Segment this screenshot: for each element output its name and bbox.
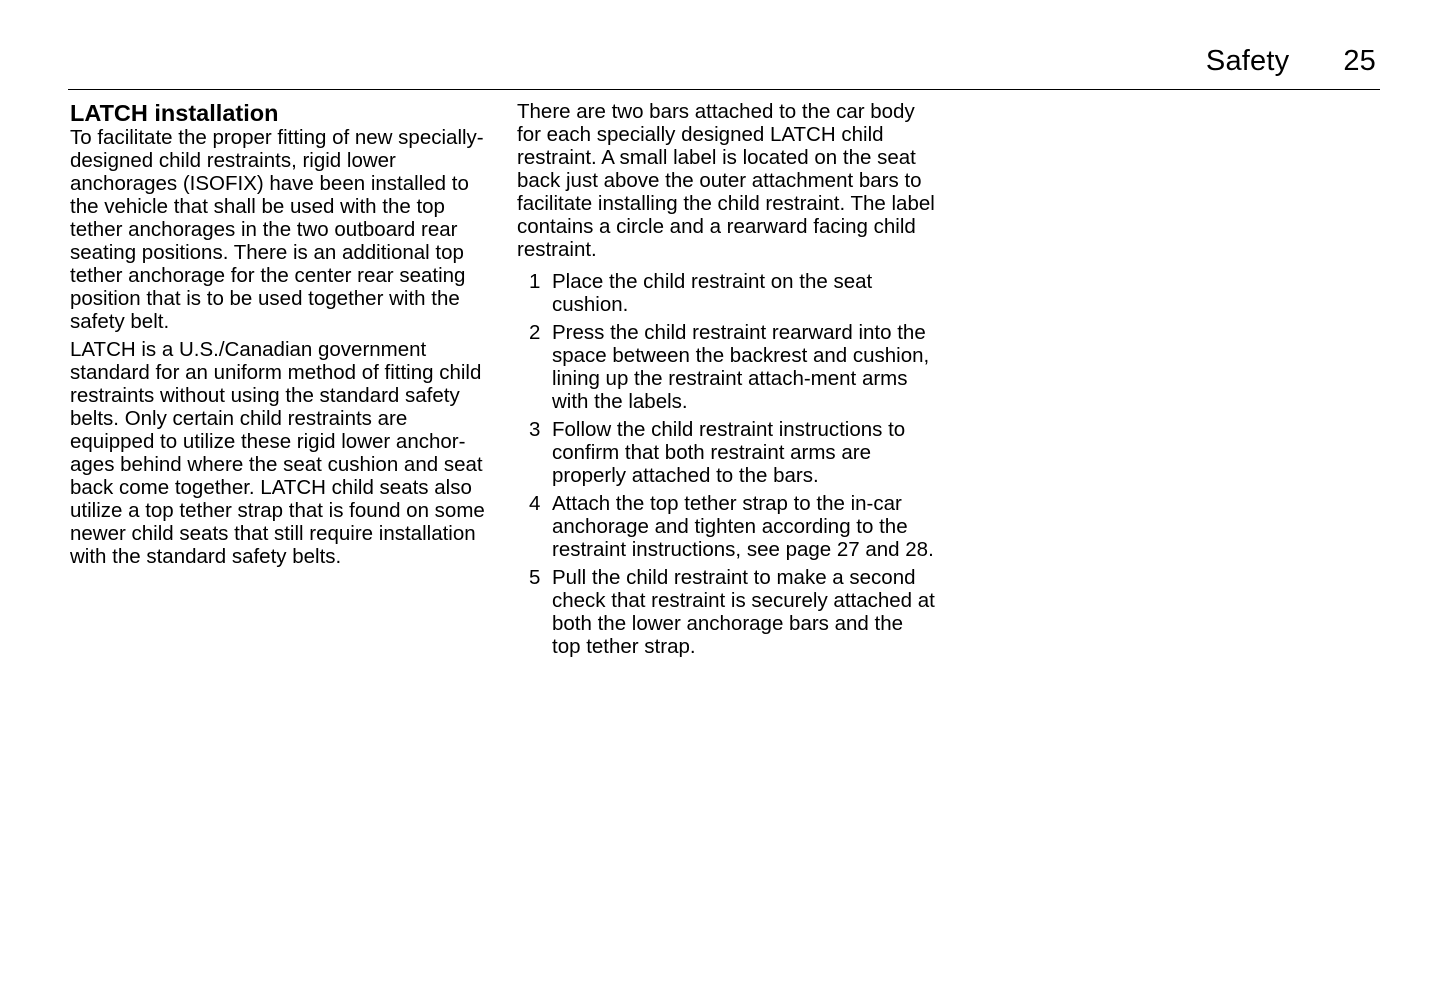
step-number: 3: [529, 418, 541, 441]
step-text: Follow the child restraint instructions to confirm that both restraint arms are properly attached to the bars.: [552, 418, 906, 487]
step-text: Place the child restraint on the seat cushion.: [552, 270, 873, 316]
list-item: [517, 566, 937, 658]
header-divider: [68, 89, 1380, 90]
page-header: [1206, 43, 1376, 79]
list-item: [517, 270, 937, 316]
step-text: Pull the child restraint to make a second check that restraint is securely attached at both the lower anchorage bars and the top tether strap.: [552, 566, 935, 658]
list-item: [517, 321, 937, 413]
installation-steps: [517, 270, 937, 658]
page-number: 25: [1343, 45, 1376, 77]
section-heading: LATCH installation: [70, 100, 279, 126]
step-number: 2: [529, 321, 541, 344]
paragraph: LATCH is a U.S./Canadian government standard for an uniform method of fitting child restraints without using the standard safety belts. Only certain child restraints are equipped to utilize these rigid lower anchor-ages behind where the seat cushion and seat back come together. LATCH child seats also utilize a top tether strap that is found on some newer child seats that still require installation with the standard safety belts.: [70, 338, 485, 568]
step-number: 4: [529, 492, 541, 515]
step-text: Attach the top tether strap to the in-car anchorage and tighten according to the restraint instructions, see page 27 and 28.: [552, 492, 934, 561]
intro-paragraph: There are two bars attached to the car body for each specially designed LATCH child restraint. A small label is located on the seat back just above the outer attachment bars to facilitate installing the child restraint. The label contains a circle and a rearward facing child restraint.: [517, 100, 935, 261]
step-number: 1: [529, 270, 541, 293]
section-title: Safety: [1205, 45, 1290, 77]
right-column: [517, 100, 937, 663]
paragraph: To facilitate the proper fitting of new specially-designed child restraints, rigid lower anchorages (ISOFIX) have been installed to the vehicle that shall be used with the top tether anchorages in the two outboard rear seating positions. There is an additional top tether anchorage for the center rear seating position that is to be used together with the safety belt.: [70, 126, 484, 333]
step-text: Press the child restraint rearward into the space between the backrest and cushion, lining up the restraint attach-ment arms with the labels.: [552, 321, 930, 413]
list-item: [517, 418, 937, 487]
left-column: [70, 100, 490, 573]
list-item: [517, 492, 937, 561]
step-number: 5: [529, 566, 541, 589]
